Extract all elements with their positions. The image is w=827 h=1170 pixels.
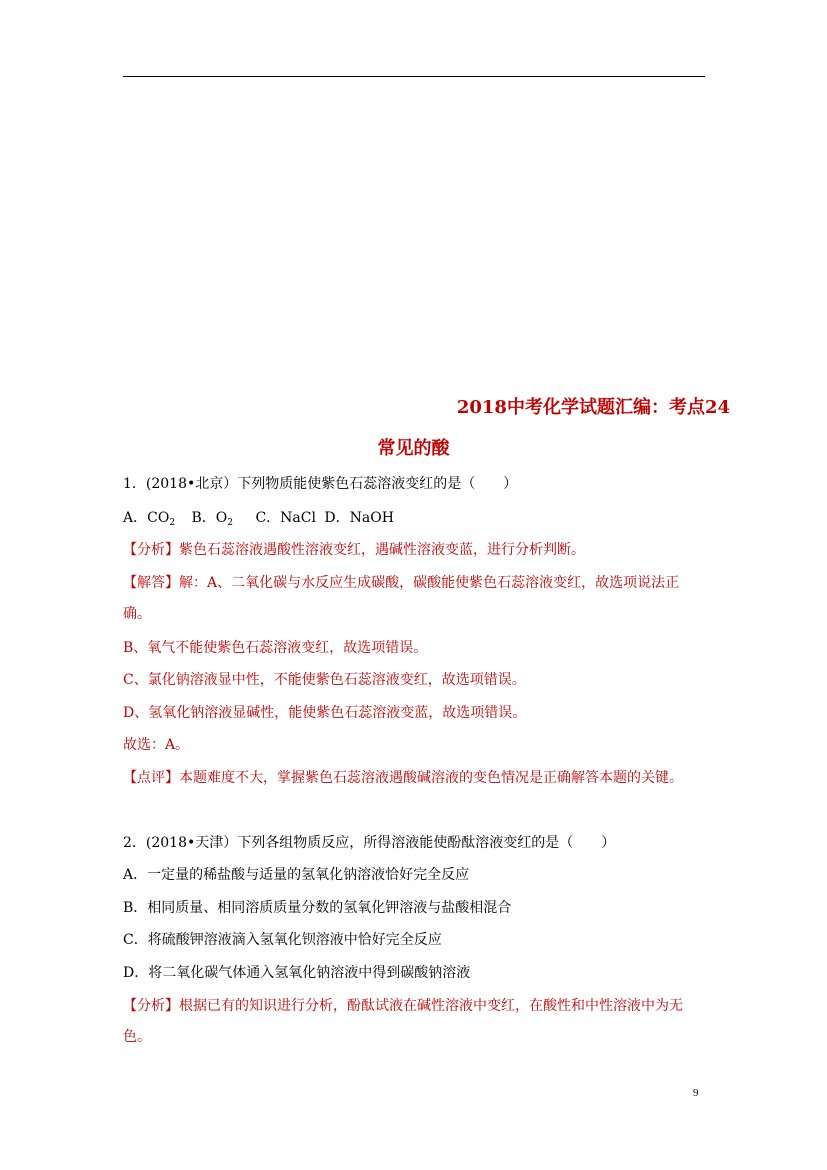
q1-stem: 1．(2018•北京）下列物质能使紫色石蕊溶液变红的是（ ） [123, 476, 518, 492]
q1-note-b: B、氧气不能使紫色石蕊溶液变红，故选项错误。 [123, 640, 428, 656]
q1-analysis: 【分析】紫色石蕊溶液遇酸性溶液变红，遇碱性溶液变蓝，进行分析判断。 [123, 542, 585, 558]
q2-analysis-line2: 色。 [123, 1029, 151, 1045]
q1-note-c: C、氯化钠溶液显中性，不能使紫色石蕊溶液变红，故选项错误。 [123, 672, 526, 688]
q1-choice: 故选：A。 [123, 737, 190, 753]
q2-option-b: B．相同质量、相同溶质质量分数的氢氧化钾溶液与盐酸相混合 [123, 900, 512, 916]
q1-note-d: D、氢氧化钠溶液显碱性，能使紫色石蕊溶液变蓝，故选项错误。 [123, 705, 527, 721]
page-number: 9 [693, 1087, 699, 1099]
q1-option-b: B．$O_2$ [191, 510, 233, 528]
page-title: 2018中考化学试题汇编：考点24 [456, 397, 730, 418]
q1-answer-line1: 【解答】解：A、二氧化碳与水反应生成碳酸，碳酸能使紫色石蕊溶液变红，故选项说法正 [123, 575, 680, 591]
q1-option-d: D．NaOH [324, 510, 394, 526]
q2-analysis-line1: 【分析】根据已有的知识进行分析，酚酞试液在碱性溶液中变红，在酸性和中性溶液中为无 [123, 998, 683, 1014]
q2-option-c: C．将硫酸钾溶液滴入氢氧化钡溶液中恰好完全反应 [123, 932, 442, 948]
q1-option-a: A．$CO_2$ [123, 510, 176, 528]
header-rule [123, 76, 705, 77]
page-subtitle: 常见的酸 [377, 438, 450, 459]
q1-answer-line2: 确。 [123, 606, 151, 622]
q2-stem: 2．(2018•天津）下列各组物质反应，所得溶液能使酚酞溶液变红的是（ ） [123, 835, 616, 851]
q1-options [123, 508, 394, 533]
q2-option-a: A．一定量的稀盐酸与适量的氢氧化钠溶液恰好完全反应 [123, 867, 470, 883]
q2-option-d: D．将二氧化碳气体通入氢氧化钠溶液中得到碳酸钠溶液 [123, 965, 471, 981]
q1-comment: 【点评】本题难度不大，掌握紫色石蕊溶液遇酸碱溶液的变色情况是正确解答本题的关键。 [123, 770, 683, 786]
q1-option-c: C．NaCl [255, 510, 316, 526]
